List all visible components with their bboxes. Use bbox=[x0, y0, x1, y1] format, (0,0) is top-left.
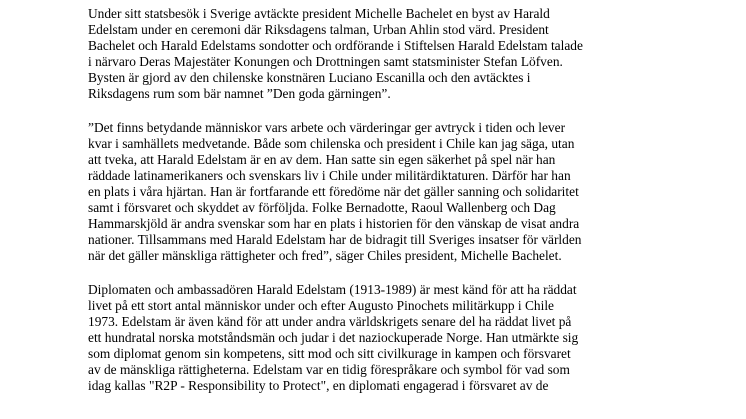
text-line: nationer. Tillsammans med Harald Edelstam har de bidragit till Sveriges insatser för världen bbox=[88, 232, 582, 247]
text-line: kvar i samhällets medvetande. Både som chilenska och president i Chile kan jag säga, utan bbox=[88, 136, 575, 151]
text-line: att tveka, att Harald Edelstam är en av dem. Han satte sin egen säkerhet på spel när han bbox=[88, 152, 556, 167]
text-line: ”Det finns betydande människor vars arbete och värderingar ger avtryck i tiden och lever bbox=[88, 120, 566, 135]
text-line: 1973. Edelstam är även känd för att under andra världskrigets senare del ha räddat livet på bbox=[88, 314, 572, 329]
paragraph-bust-unveiling bbox=[88, 6, 648, 102]
text-line: i närvaro Deras Majestäter Konungen och Drottningen samt statsminister Stefan Löfven. bbox=[88, 54, 563, 69]
text-line: Under sitt statsbesök i Sverige avtäckte president Michelle Bachelet en byst av Harald bbox=[88, 6, 550, 21]
text-line: en plats i våra hjärtan. Han är fortfarande ett föredöme när det gäller sanning och solidaritet bbox=[88, 184, 579, 199]
text-line: Hammarskjöld är andra svenskar som har en plats i historien för den vänskap de visat andra bbox=[88, 216, 580, 231]
text-line: Diplomaten och ambassadören Harald Edelstam (1913-1989) är mest känd för att ha räddat bbox=[88, 282, 577, 297]
text-line: livet på ett stort antal människor under och efter Augusto Pinochets militärkupp i Chile bbox=[88, 298, 554, 313]
text-line: när det gäller mänskliga rättigheter och fred”, säger Chiles president, Michelle Bachelet. bbox=[88, 248, 562, 263]
document-page bbox=[88, 6, 648, 412]
text-line: ett hundratal norska motståndsmän och judar i det naziockuperade Norge. Han utmärkte sig bbox=[88, 330, 579, 345]
text-line: räddade latinamerikaners och svenskars liv i Chile under militärdiktaturen. Därför har han bbox=[88, 168, 571, 183]
text-line: Bysten är gjord av den chilenske konstnären Luciano Escanilla och den avtäcktes i bbox=[88, 70, 531, 85]
text-line: samt i försvaret och skyddet av förföljda. Folke Bernadotte, Raoul Wallenberg och Dag bbox=[88, 200, 556, 215]
text-line: av de mänskliga rättigheterna. Edelstam var en tidig förespråkare och symbol för vad som bbox=[88, 362, 570, 377]
text-line: Bachelet och Harald Edelstams sondotter och ordförande i Stiftelsen Harald Edelstam talade bbox=[88, 38, 583, 53]
text-line: idag kallas "R2P - Responsibility to Protect", en diplomati engagerad i försvaret av de bbox=[88, 378, 549, 393]
text-line: Riksdagens rum som bär namnet ”Den goda gärningen”. bbox=[88, 86, 391, 101]
paragraph-bachelet-quote bbox=[88, 120, 648, 264]
text-line: som diplomat genom sin kompetens, sitt mod och sitt civilkurage in kampen och försvaret bbox=[88, 346, 571, 361]
paragraph-edelstam-biography bbox=[88, 282, 648, 394]
text-line: Edelstam under en ceremoni där Riksdagens talman, Urban Ahlin stod värd. President bbox=[88, 22, 549, 37]
